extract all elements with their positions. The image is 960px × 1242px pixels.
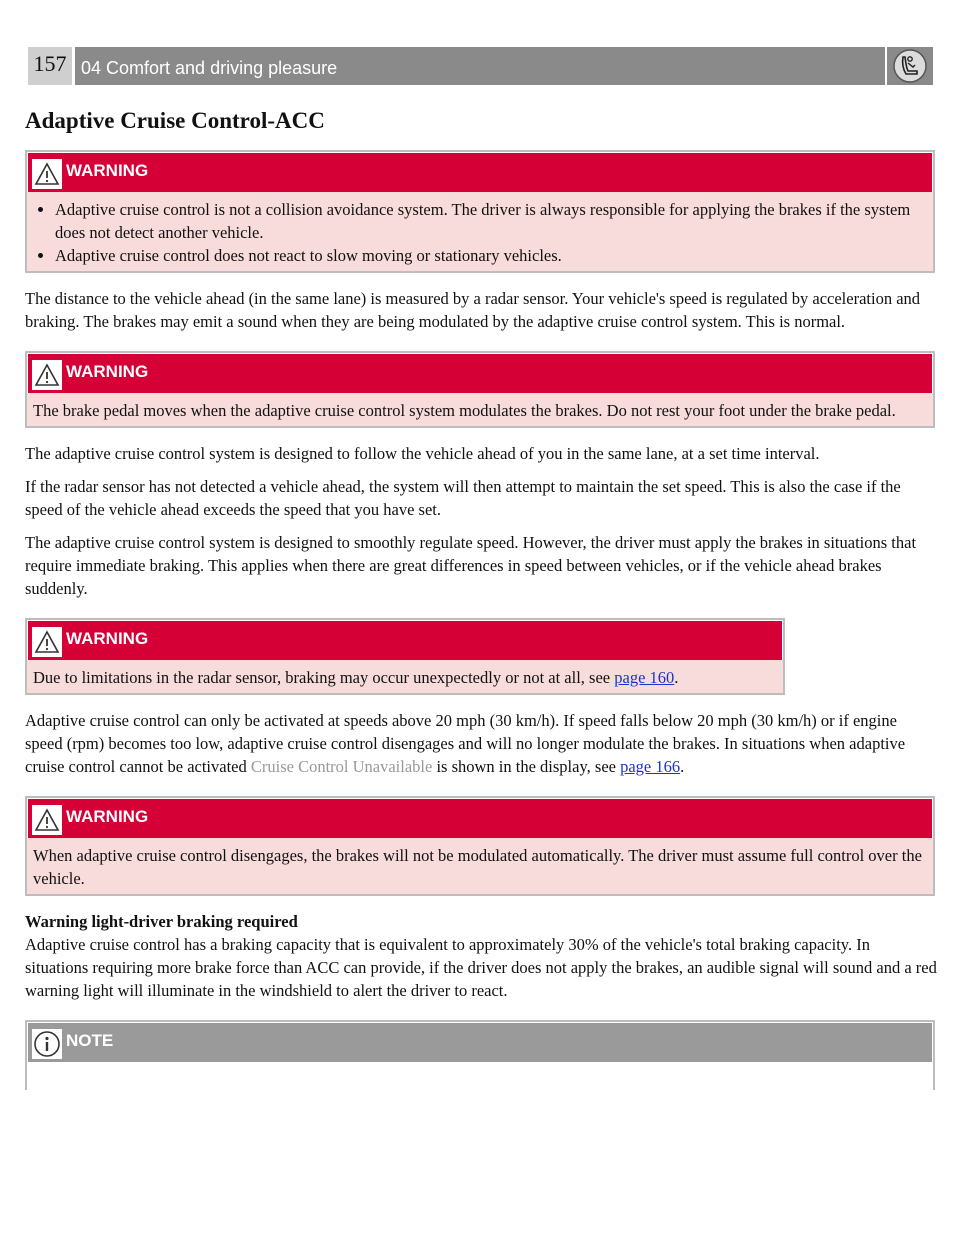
warning-body (27, 660, 783, 693)
paragraph-text-end: . (680, 757, 685, 776)
warning-label: WARNING (66, 807, 149, 826)
warning-label: WARNING (66, 362, 149, 381)
warning-label: WARNING (66, 161, 149, 180)
paragraph (25, 709, 937, 778)
warning-box-1 (25, 150, 935, 273)
info-icon (32, 1029, 62, 1059)
page-number: 157 (28, 47, 72, 85)
list-item: • Adaptive cruise control does not react to slow moving or stationary vehicles. (55, 244, 927, 267)
paragraph: If the radar sensor has not detected a vehicle ahead, the system will then attempt to maintain the set speed. This is also the case if the speed of the vehicle ahead exceeds the speed that you have set. (25, 477, 901, 519)
warning-header (27, 798, 933, 838)
display-message: Cruise Control Unavailable (250, 757, 433, 776)
warning-body: When adaptive cruise control disengages, the brakes will not be modulated automatically. The driver must assume full control over the vehicle. (27, 838, 933, 894)
page-link[interactable]: page 160 (614, 668, 675, 687)
seat-icon (887, 47, 933, 85)
note-box (25, 1020, 935, 1090)
paragraph: The adaptive cruise control system is designed to smoothly regulate speed. However, the driver must apply the brakes in situations that require immediate braking. This applies when there are great differences in speed between vehicles, or if the vehicle ahead brakes suddenly. (25, 533, 917, 598)
note-header (27, 1022, 933, 1062)
subheading: Warning light-driver braking required (25, 912, 298, 931)
chapter-title: 04 Comfort and driving pleasure (75, 47, 885, 85)
list-item: • Adaptive cruise control is not a collision avoidance system. The driver is always responsible for applying the brakes if the system does not detect another vehicle. (55, 198, 927, 244)
paragraph-text: Adaptive cruise control has a braking capacity that is equivalent to approximately 30% of the vehicle's total braking capacity. In situations requiring more brake force than ACC can provide, if the driver does not apply the brakes, an audible signal will sound and a red warning light will illuminate in the windshield to alert the driver to react. (25, 935, 937, 1000)
paragraph: The adaptive cruise control system is designed to follow the vehicle ahead of you in the same lane, at a set time interval. (25, 444, 820, 463)
warning-text: Due to limitations in the radar sensor, braking may occur unexpectedly or not at all, see (33, 668, 615, 687)
paragraph-text: Adaptive cruise control can only be activated at speeds above 20 mph (30 km/h). If speed falls below 20 mph (30 km/h) or if engine speed (rpm) becomes too low, adaptive cruise control disengages and will no longer modulate the brakes. In situations when adaptive cruise control cannot be activated (25, 711, 906, 776)
page-link[interactable]: page 166 (620, 757, 681, 776)
warning-triangle-icon (32, 627, 62, 657)
warning-body: The brake pedal moves when the adaptive cruise control system modulates the brakes. Do not rest your foot under the brake pedal. (27, 393, 933, 426)
warning-header (27, 353, 933, 393)
warning-triangle-icon (32, 360, 62, 390)
page-title: Adaptive Cruise Control-ACC (25, 108, 325, 133)
warning-body (27, 192, 933, 271)
warning-box-4 (25, 796, 935, 896)
warning-header (27, 152, 933, 192)
paragraph (25, 910, 937, 1002)
warning-list (33, 198, 927, 267)
warning-triangle-icon (32, 159, 62, 189)
paragraph: The distance to the vehicle ahead (in the same lane) is measured by a radar sensor. Your vehicle's speed is regulated by acceleration and braking. The brakes may emit a sound when they are being modulated by the adaptive cruise control system. This is normal. (25, 289, 921, 331)
page-content (25, 108, 937, 1104)
warning-box-2 (25, 351, 935, 428)
warning-box-3 (25, 618, 785, 695)
page-header (28, 47, 933, 85)
warning-header (27, 620, 783, 660)
warning-text-end: . (674, 668, 679, 687)
warning-triangle-icon (32, 805, 62, 835)
warning-label: WARNING (66, 629, 149, 648)
paragraph-text: is shown in the display, see (432, 757, 621, 776)
note-label: NOTE (66, 1031, 114, 1050)
